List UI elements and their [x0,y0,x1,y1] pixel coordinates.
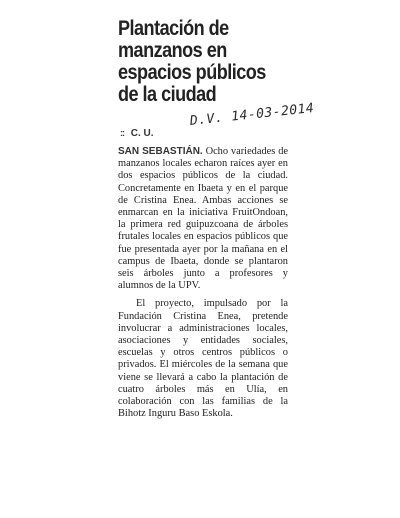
byline [120,128,154,139]
article-paragraph-1 [118,146,288,292]
headline [118,18,290,106]
paragraph-2-text: El proyecto, impulsado por la Fundación Cristina Enea, pretende involucrar a administraciones locales, asociaciones y entidades sociales, escuelas y otros centros públicos o privados. El miércoles de la semana que viene se llevará a cabo la plantación de cuatro árboles más en Ulía, en colaboración con las familias de la Bihotz Inguru Baso Eskola. [118,298,288,420]
headline-line-4: de la ciudad [118,83,217,106]
handwritten-date-note: D.V. 14-03-2014 [189,100,316,129]
byline-author: C. U. [130,128,154,139]
headline-line-3: espacios públicos [118,61,266,84]
meta-row [118,100,316,144]
location-dateline: SAN SEBASTIÁN. [118,146,203,157]
paragraph-1-text: Ocho variedades de manzanos locales echaron raíces ayer en dos espacios públicos de la ciudad. Concretamente en Ibaeta y en el parque de Cristina Enea. Ambas acciones se enmarcan en la iniciativa FruitOndoan, la primera red guipuzcoana de árboles frutales locales en espacios públicos que fue presentada ayer por la mañana en el campus de Ibaeta, donde se plantaron seis árboles junto a profesores y alumnos de la UPV. [118,146,288,292]
article-paragraph-2 [118,298,288,420]
headline-line-2: manzanos en [118,39,227,62]
article-body [118,146,288,420]
newspaper-clipping [118,17,316,420]
headline-line-1: Plantación de [118,17,229,40]
byline-marker: :: [120,128,124,138]
